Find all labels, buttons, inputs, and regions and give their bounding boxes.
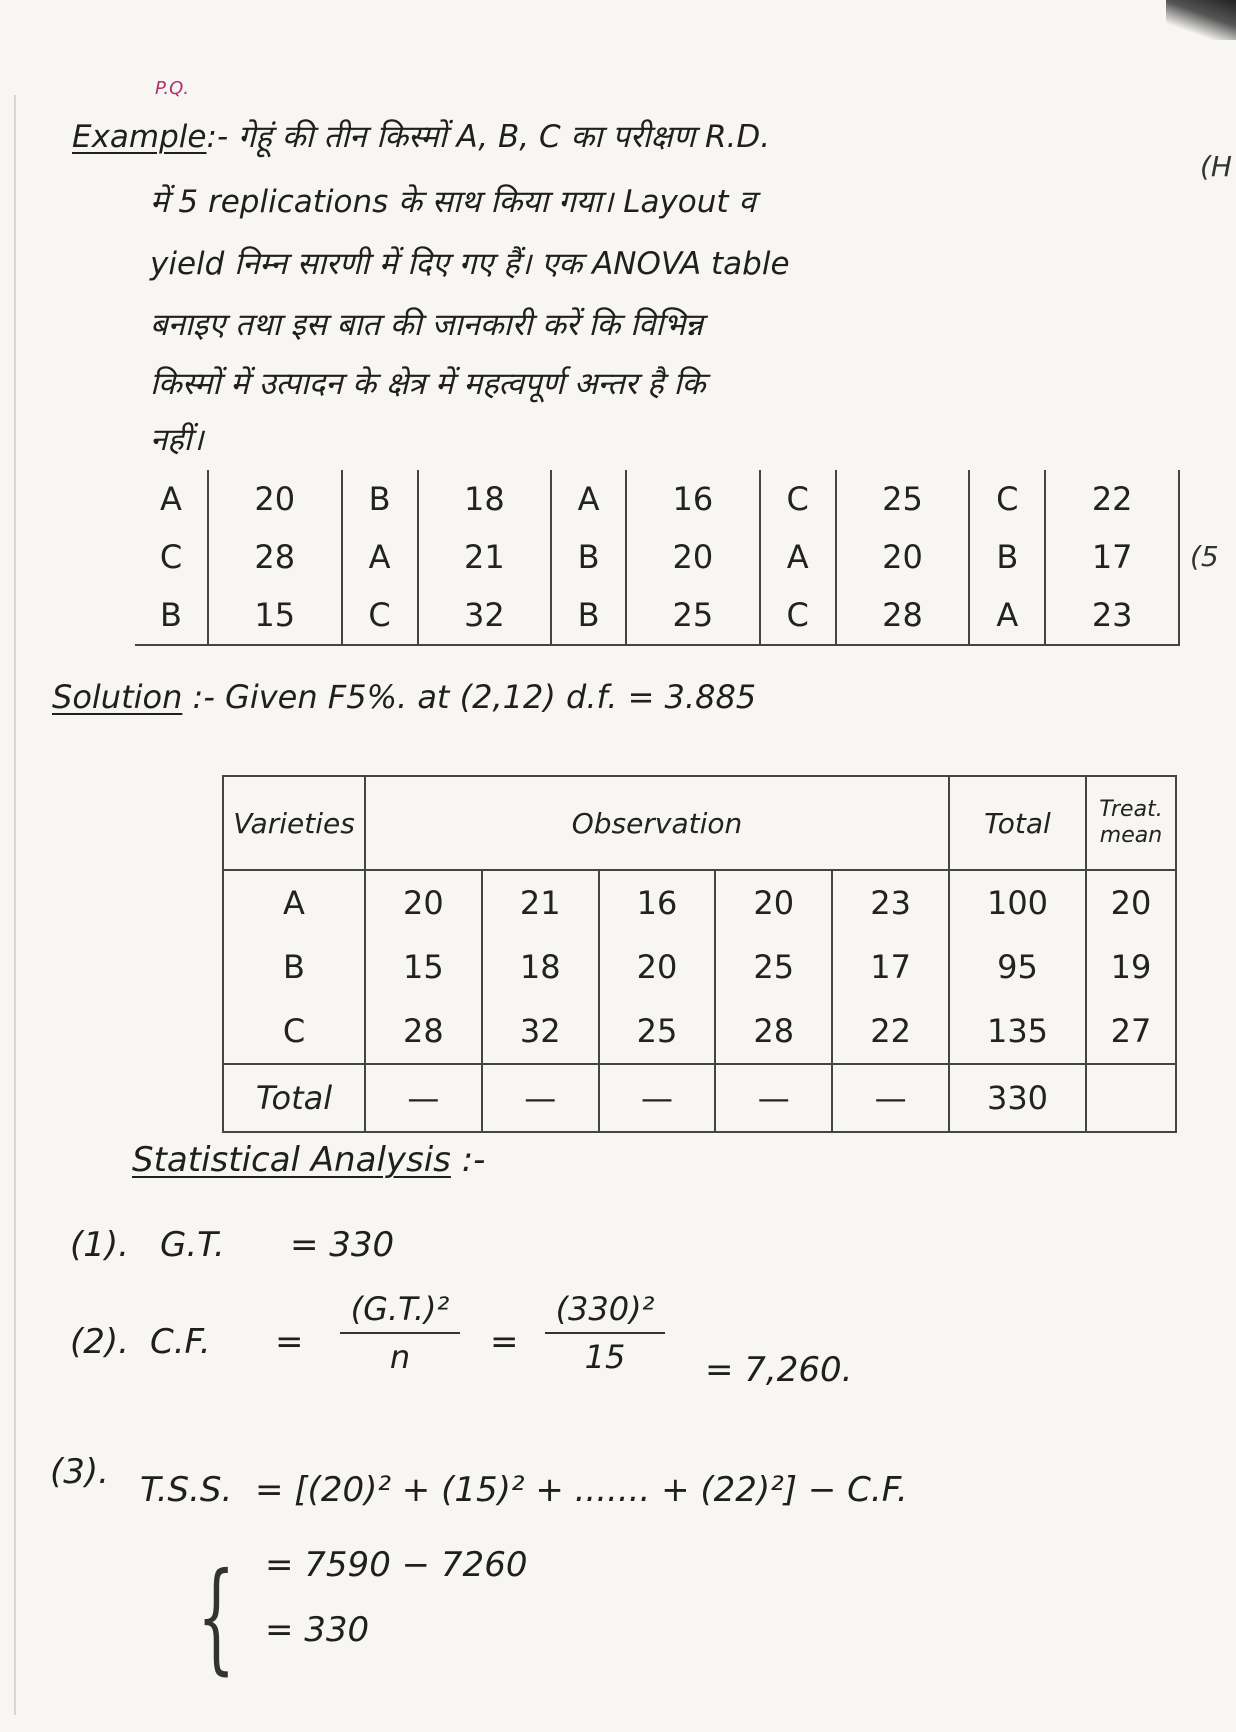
observation-row <box>223 999 1176 1064</box>
layout-variety-cell: A <box>551 470 626 528</box>
header-observation: Observation <box>365 776 949 870</box>
layout-yield-cell: 20 <box>626 528 760 586</box>
layout-variety-cell: A <box>135 470 208 528</box>
cf-frac1-top: (G.T.)² <box>350 1290 450 1328</box>
cf-eq1: = <box>275 1322 304 1362</box>
observation-cell: 20 <box>599 935 716 999</box>
margin-note-top: (H <box>1200 150 1232 183</box>
total-row <box>223 1064 1176 1132</box>
empty-mean-cell <box>1086 1064 1176 1132</box>
observation-cell: 25 <box>715 935 832 999</box>
row-total-cell: 95 <box>949 935 1086 999</box>
observation-cell: 23 <box>832 870 949 935</box>
tss-line-3: = 330 <box>265 1610 370 1650</box>
layout-yield-cell: 23 <box>1045 586 1179 645</box>
header-treat-mean <box>1086 776 1176 870</box>
layout-table <box>135 470 1180 646</box>
observation-cell: 18 <box>482 935 599 999</box>
observation-row <box>223 935 1176 999</box>
layout-yield-cell: 25 <box>836 470 970 528</box>
observation-header-row <box>223 776 1176 870</box>
cf-num: (2). <box>70 1322 129 1362</box>
layout-yield-cell: 20 <box>836 528 970 586</box>
example-line-6: नहीं। <box>150 422 204 458</box>
example-text-1: :- गेहूं की तीन किस्मों A, B, C का परीक्षण R.D. <box>206 119 771 155</box>
treatment-mean-cell: 20 <box>1086 870 1176 935</box>
example-line-5: किस्मों में उत्पादन के क्षेत्र में महत्वपूर्ण अन्तर है कि <box>150 366 706 402</box>
analysis-heading <box>132 1140 485 1180</box>
cf-frac2-top: (330)² <box>555 1290 655 1328</box>
layout-variety-cell: C <box>760 470 836 528</box>
cf-eq2: = <box>490 1322 519 1362</box>
observation-cell: 20 <box>715 870 832 935</box>
header-mean: mean <box>1099 823 1163 848</box>
tss-lhs: T.S.S. <box>140 1470 233 1510</box>
observation-cell: 21 <box>482 870 599 935</box>
layout-yield-cell: 18 <box>418 470 552 528</box>
page-corner-shadow <box>1166 0 1236 40</box>
total-dash-cell: — <box>365 1064 482 1132</box>
row-total-cell: 135 <box>949 999 1086 1064</box>
tss-rhs: = [(20)² + (15)² + ....... + (22)²] − C.F. <box>255 1470 908 1510</box>
layout-yield-cell: 20 <box>208 470 342 528</box>
example-line-1 <box>72 115 770 157</box>
gt-num: (1). <box>70 1225 129 1265</box>
cf-frac2-bar <box>545 1332 665 1334</box>
cf-frac2-bot: 15 <box>584 1338 626 1376</box>
observation-table <box>222 775 1177 1133</box>
layout-yield-cell: 16 <box>626 470 760 528</box>
tss-num: (3). <box>50 1452 109 1492</box>
header-varieties: Varieties <box>223 776 365 870</box>
layout-yield-cell: 22 <box>1045 470 1179 528</box>
row-total-cell: 100 <box>949 870 1086 935</box>
observation-cell: 28 <box>365 999 482 1064</box>
solution-label: Solution <box>52 678 183 716</box>
layout-row <box>135 586 1179 645</box>
observation-cell: 16 <box>599 870 716 935</box>
solution-line <box>52 678 756 716</box>
margin-line <box>14 95 16 1715</box>
tss-line-2: = 7590 − 7260 <box>265 1545 528 1585</box>
gt-lhs: G.T. <box>160 1225 225 1265</box>
treatment-mean-cell: 19 <box>1086 935 1176 999</box>
layout-yield-cell: 21 <box>418 528 552 586</box>
layout-variety-cell: A <box>342 528 418 586</box>
layout-variety-cell: C <box>969 470 1045 528</box>
margin-note-mid: (5 <box>1190 540 1219 573</box>
cf-lhs: C.F. <box>150 1322 211 1362</box>
total-dash-cell: — <box>715 1064 832 1132</box>
layout-yield-cell: 17 <box>1045 528 1179 586</box>
layout-variety-cell: A <box>760 528 836 586</box>
observation-cell: 32 <box>482 999 599 1064</box>
layout-variety-cell: B <box>969 528 1045 586</box>
observation-cell: 15 <box>365 935 482 999</box>
example-line-3: yield निम्न सारणी में दिए गए हैं। एक ANOVA table <box>150 246 790 282</box>
layout-yield-cell: 15 <box>208 586 342 645</box>
solution-text: :- Given F5%. at (2,12) d.f. = 3.885 <box>192 678 757 716</box>
cf-fraction-1 <box>340 1290 460 1376</box>
example-line-4: बनाइए तथा इस बात की जानकारी करें कि विभिन्न <box>150 307 703 343</box>
layout-yield-cell: 32 <box>418 586 552 645</box>
observation-cell: 28 <box>715 999 832 1064</box>
example-label: Example <box>72 119 207 155</box>
observation-row <box>223 870 1176 935</box>
observation-cell: 17 <box>832 935 949 999</box>
brace-symbol: { <box>197 1548 236 1687</box>
observation-cell: 20 <box>365 870 482 935</box>
grand-total-cell: 330 <box>949 1064 1086 1132</box>
header-treat: Treat. <box>1099 797 1163 822</box>
cf-frac1-bar <box>340 1332 460 1334</box>
layout-yield-cell: 28 <box>208 528 342 586</box>
variety-cell: C <box>223 999 365 1064</box>
layout-variety-cell: B <box>551 586 626 645</box>
example-line-2: में 5 replications के साथ किया गया। Layout व <box>150 184 756 220</box>
analysis-heading-text: Statistical Analysis <box>132 1140 451 1180</box>
layout-row <box>135 470 1179 528</box>
pq-tag: P.Q. <box>155 78 189 99</box>
gt-rhs: = 330 <box>290 1225 395 1265</box>
layout-yield-cell: 25 <box>626 586 760 645</box>
layout-variety-cell: C <box>135 528 208 586</box>
observation-cell: 22 <box>832 999 949 1064</box>
cf-result: = 7,260. <box>705 1350 853 1390</box>
layout-variety-cell: B <box>135 586 208 645</box>
treatment-mean-cell: 27 <box>1086 999 1176 1064</box>
layout-variety-cell: B <box>551 528 626 586</box>
layout-variety-cell: A <box>969 586 1045 645</box>
total-dash-cell: — <box>482 1064 599 1132</box>
variety-cell: B <box>223 935 365 999</box>
header-total: Total <box>949 776 1086 870</box>
variety-cell: A <box>223 870 365 935</box>
observation-cell: 25 <box>599 999 716 1064</box>
layout-variety-cell: B <box>342 470 418 528</box>
total-dash-cell: — <box>832 1064 949 1132</box>
layout-row <box>135 528 1179 586</box>
layout-yield-cell: 28 <box>836 586 970 645</box>
total-label-cell: Total <box>223 1064 365 1132</box>
total-dash-cell: — <box>599 1064 716 1132</box>
cf-frac1-bot: n <box>389 1338 411 1376</box>
layout-variety-cell: C <box>760 586 836 645</box>
layout-variety-cell: C <box>342 586 418 645</box>
cf-fraction-2 <box>545 1290 665 1376</box>
analysis-heading-suffix: :- <box>461 1140 486 1180</box>
